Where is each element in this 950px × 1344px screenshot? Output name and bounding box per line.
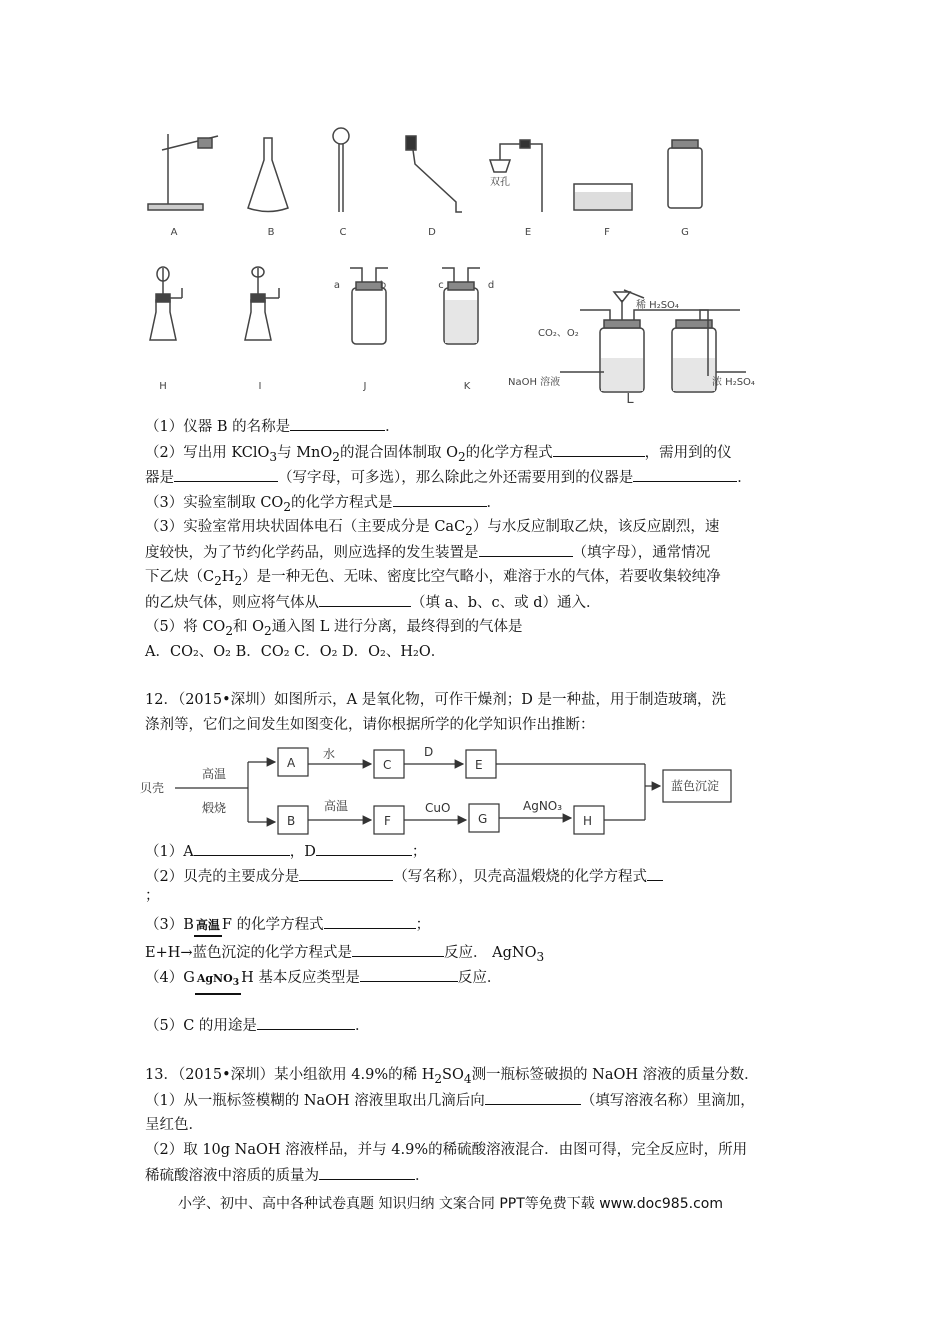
q12-part5: （5）C 的用途是 ．	[145, 1015, 369, 1036]
q11-part2: （2）写出用 KClO$_3$与 MnO$_2$的混合固体制取 $O_2$的化学方程式 ，需用到的仪	[145, 442, 732, 467]
q12-part4: （4）G AgNO$_3$ H 基本反应类型是 反应．	[145, 967, 501, 995]
q13-part2: （2）取 10g NaOH 溶液样品，并与 4.9%的稀硫酸溶液混合．由图可得，完全反应时，所用	[145, 1142, 748, 1158]
funnel-C	[333, 128, 349, 212]
port-d: d	[487, 280, 495, 291]
label-F: F	[604, 227, 610, 238]
port-b: b	[379, 280, 387, 291]
label-H: H	[159, 381, 167, 392]
label-J: J	[363, 381, 367, 392]
q11-part5: （5）将 $CO_2$和 $O_2$通入图 L 进行分离，最终得到的气体是	[145, 619, 523, 638]
q12-intro1: 12．（2015•深圳）如图所示，A 是氧化物，可作干燥剂；D 是一种盐，用于制造玻璃，洗	[145, 692, 726, 708]
q13-part1-cont: 呈红色．	[145, 1117, 203, 1133]
flow-node-F: F	[384, 814, 391, 828]
q11-part4-cont3: 的乙炔气体，则应将气体从 （填 a、b、c、或 d）通入．	[145, 592, 601, 613]
label-L: L	[626, 392, 634, 407]
label-gas-in: CO₂、O₂	[538, 328, 579, 339]
flow-high-temp: 高温	[324, 799, 349, 813]
q11-part4-cont2: 下乙炔$(C_2H_2)$是一种无色、无味、密度比空气略小，难溶于水的气体，若要收集较纯净	[145, 569, 721, 588]
label-K: K	[463, 381, 471, 392]
flask-H	[150, 267, 182, 340]
gas-bottle-G	[668, 140, 702, 208]
q12-intro2: 涤剂等，它们之间发生如图变化，请你根据所学的化学知识作出推断：	[145, 717, 595, 733]
flow-node-H: H	[583, 814, 593, 828]
flow-cond-bottom: 煅烧	[202, 801, 227, 815]
q12-part3: （3）B 高温 F 的化学方程式 ；	[145, 914, 430, 937]
label-E: E	[524, 227, 532, 238]
q11-part3: （3）实验室制取 $CO_2$的化学方程式是 ．	[145, 492, 501, 517]
q11-options: A．CO₂、O₂ B．CO₂ C．O₂ D．O₂、H₂O．	[145, 644, 446, 660]
q11-part1: （1）仪器 B 的名称是 ．	[145, 416, 400, 437]
arrow-agno3: AgNO$_3$	[195, 969, 241, 995]
label-A: A	[170, 227, 178, 238]
gas-wash-bottle-K	[442, 268, 480, 344]
label-dilute-acid: 稀 H₂SO₄	[636, 300, 679, 311]
flow-end: 蓝色沉淀	[671, 779, 720, 793]
q11-part2-cont: 器是 （写字母，可多选），那么除此之外还需要用到的仪器是 ．	[145, 467, 752, 488]
flow-start: 贝壳	[140, 781, 165, 795]
label-D: D	[428, 227, 436, 238]
conical-flask-B	[248, 138, 288, 212]
q12-part1: （1）A ，D ；	[145, 841, 426, 862]
flow-AgNO3: AgNO₃	[523, 799, 563, 813]
q12-part3-cont: E+H→蓝色沉淀的化学方程式是 反应． AgNO$_3$	[145, 942, 544, 967]
q12-flow-diagram	[140, 740, 760, 840]
arrow-high-temp: 高温	[194, 915, 222, 937]
flow-D: D	[424, 745, 434, 759]
label-E-text: 双孔	[490, 177, 510, 188]
port-a: a	[333, 280, 341, 291]
bent-tube-D	[406, 136, 462, 212]
flow-water: 水	[323, 747, 336, 761]
label-conc-acid: 浓 H₂SO₄	[712, 377, 755, 388]
label-naoh: NaOH 溶液	[508, 377, 561, 388]
label-C: C	[339, 227, 347, 238]
q11-part4-cont1: 度较快，为了节约化学药品，则应选择的发生装置是 （填字母），通常情况	[145, 542, 710, 563]
q12-part2-end: ；	[145, 888, 160, 904]
q11-part4: （3）实验室常用块状固体电石（主要成分是 CaC$_2$）与水反应制取乙炔，该反应剧烈，速	[145, 519, 720, 538]
flask-I	[245, 267, 279, 340]
q13-part2-cont: 稀硫酸溶液中溶质的质量为 ．	[145, 1165, 430, 1186]
flow-CuO: CuO	[425, 801, 451, 815]
flow-node-A: A	[287, 756, 296, 770]
label-B: B	[267, 227, 275, 238]
q13-intro: 13．（2015•深圳）某小组欲用 4.9%的稀 $H_2SO_4$测一瓶标签破损的 NaOH 溶液的质量分数．	[145, 1067, 759, 1086]
q12-part2: （2）贝壳的主要成分是 （写名称），贝壳高温煅烧的化学方程式	[145, 866, 663, 887]
flow-node-E: E	[475, 758, 483, 772]
iron-stand-A	[148, 134, 218, 210]
q13-part1: （1）从一瓶标签模糊的 NaOH 溶液里取出几滴后向 （填写溶液名称）里滴加，	[145, 1090, 755, 1111]
flow-node-B: B	[287, 814, 296, 828]
label-G: G	[681, 227, 689, 238]
label-I: I	[258, 381, 262, 392]
apparatus-figure	[140, 120, 800, 410]
page-footer: 小学、初中、高中各种试卷真题 知识归纳 文案合同 PPT等免费下载 www.doc985.com	[178, 1196, 723, 1212]
flow-cond-top: 高温	[202, 767, 227, 781]
water-trough-F	[574, 184, 632, 210]
port-c: c	[438, 280, 444, 291]
flow-node-C: C	[383, 758, 392, 772]
flow-node-G: G	[478, 812, 488, 826]
